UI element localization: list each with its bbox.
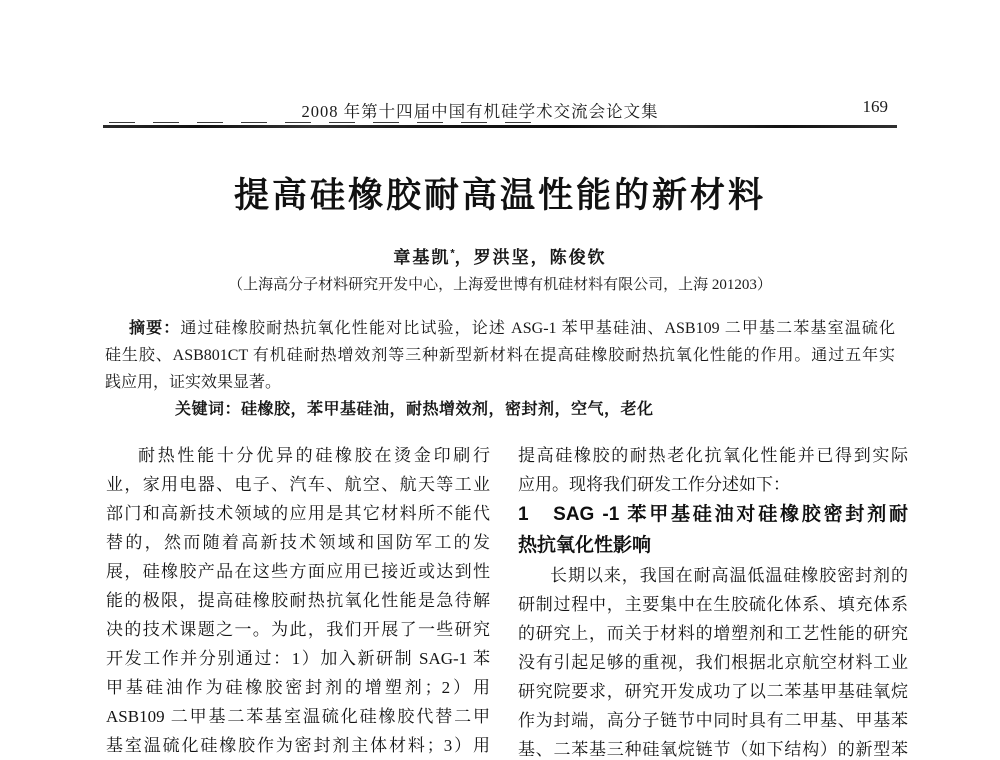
keywords-label: 关键词： bbox=[175, 401, 242, 418]
header-page-number: 169 bbox=[862, 97, 888, 116]
text-line: 长期以来，我国在耐高温低温硅橡胶密封剂的 bbox=[550, 566, 908, 585]
author-footnote-marker: * bbox=[450, 247, 455, 260]
paper-title: 提高硅橡胶耐高温性能的新材料 bbox=[233, 176, 766, 215]
text-line: 研制过程中，主要集中在生胶硫化体系、填充体系 bbox=[518, 595, 908, 614]
text-line: 决的技术课题之一。为此，我们开展了一些研究 bbox=[106, 620, 490, 639]
text-line: 展，硅橡胶产品在这些方面应用已接近或达到性 bbox=[106, 562, 490, 581]
text-line: 部门和高新技术领域的应用是其它材料所不能代 bbox=[106, 504, 490, 523]
keywords-text: 硅橡胶，苯甲基硅油，耐热增效剂，密封剂，空气，老化 bbox=[241, 401, 654, 418]
text-line: 应用。现将我们研发工作分述如下： bbox=[518, 475, 790, 494]
text-line: ASB109 二甲基二苯基室温硫化硅橡胶代替二甲 bbox=[106, 707, 490, 726]
keywords-line bbox=[175, 396, 895, 423]
text-line: 能的极限，提高硅橡胶耐热抗氧化性能是急待解 bbox=[106, 591, 490, 610]
authors-rest: ，罗洪坚，陈俊钦 bbox=[454, 248, 607, 267]
header-rule-line bbox=[103, 125, 897, 128]
abstract-text: 通过硅橡胶耐热抗氧化性能对比试验，论述 ASG-1 苯甲基硅油、ASB109 二甲基二苯基室温硫化 bbox=[180, 320, 895, 337]
text-line: 开发工作并分别通过：1）加入新研制 SAG-1 苯 bbox=[106, 649, 490, 668]
abstract-label: 摘要： bbox=[129, 320, 181, 337]
text-line: 甲基硅油作为硅橡胶密封剂的增塑剂；2）用 bbox=[106, 678, 490, 697]
text-line: 基、二苯基三种硅氧烷链节（如下结构）的新型苯 bbox=[518, 740, 908, 759]
text-line: 研究院要求，研究开发成功了以二苯基甲基硅氧烷 bbox=[518, 682, 908, 701]
abstract-block bbox=[105, 315, 895, 423]
text-line: 业，家用电器、电子、汽车、航空、航天等工业 bbox=[106, 475, 490, 494]
text-line: 作为封端，高分子链节中同时具有二甲基、甲基苯 bbox=[518, 711, 908, 730]
text-line: 基室温硫化硅橡胶作为密封剂主体材料；3）用 bbox=[106, 736, 490, 755]
left-column bbox=[106, 441, 490, 760]
text-line: 没有引起足够的重视，我们根据北京航空材料工业 bbox=[518, 653, 908, 672]
affiliation-line: （上海高分子材料研究开发中心，上海爱世博有机硅材料有限公司，上海 201203） bbox=[228, 277, 772, 293]
text-line: 替的，然而随着高新技术领域和国防军工的发 bbox=[106, 533, 490, 552]
abstract-line: 践应用，证实效果显著。 bbox=[105, 374, 282, 391]
text-line: 耐热性能十分优异的硅橡胶在烫金印刷行 bbox=[138, 446, 490, 465]
text-line: 提高硅橡胶的耐热老化抗氧化性能并已得到实际 bbox=[518, 446, 908, 465]
header-conference-title: 2008 年第十四届中国有机硅学术交流会论文集 bbox=[301, 102, 659, 121]
abstract-line: 硅生胶、ASB801CT 有机硅耐热增效剂等三种新型新材料在提高硅橡胶耐热抗氧化性能的作用。通过五年实 bbox=[105, 347, 895, 364]
text-line: 的研究上，而关于材料的增塑剂和工艺性能的研究 bbox=[518, 624, 908, 643]
section-heading-line: 热抗氧化性影响 bbox=[518, 535, 652, 556]
abstract-line bbox=[105, 315, 895, 342]
right-column bbox=[518, 441, 908, 760]
author-first: 章基凯 bbox=[393, 248, 451, 267]
authors-line bbox=[0, 243, 1000, 268]
section-heading-line: 1 SAG -1 苯甲基硅油对硅橡胶密封剂耐 bbox=[518, 504, 908, 525]
